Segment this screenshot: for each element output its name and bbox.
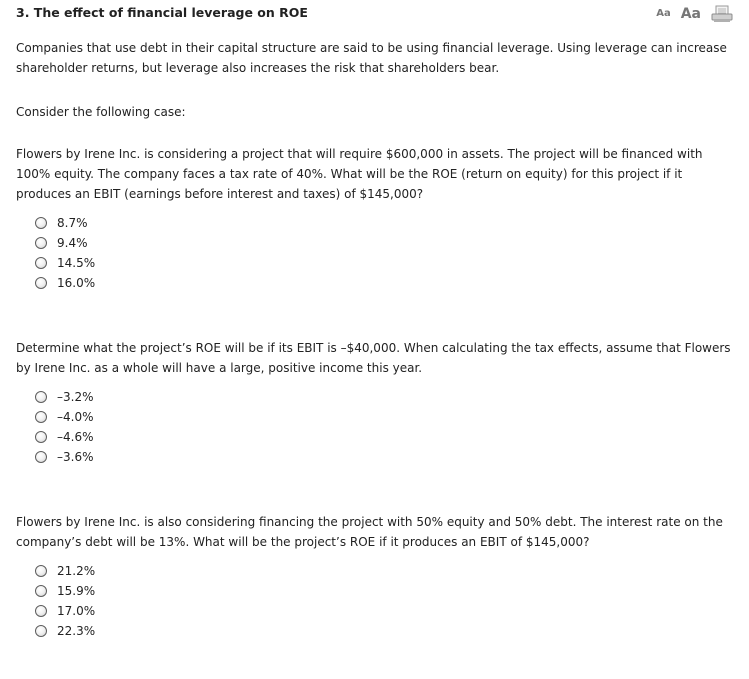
- question-2-option-4[interactable]: –3.6%: [35, 447, 94, 467]
- question-2-text: Determine what the project’s ROE will be if its EBIT is –$40,000. When calculating the tax effects, assume that Flowers by Irene Inc. as a whole will have a large, positive income this year.: [16, 341, 731, 375]
- consider-text: Consider the following case:: [16, 105, 186, 119]
- question-1-options: [35, 213, 95, 293]
- decrease-font-button[interactable]: Aa: [656, 8, 671, 19]
- radio-icon[interactable]: [35, 451, 47, 463]
- question-3-text: Flowers by Irene Inc. is also considering financing the project with 50% equity and 50% debt. The interest rate on the company’s debt will be 13%. What will be the project’s ROE if it produces an EBIT of $145,000?: [16, 515, 723, 549]
- radio-icon[interactable]: [35, 217, 47, 229]
- radio-icon[interactable]: [35, 391, 47, 403]
- question-header: [0, 0, 749, 26]
- question-1-option-1[interactable]: 8.7%: [35, 213, 95, 233]
- radio-icon[interactable]: [35, 237, 47, 249]
- question-1-option-2[interactable]: 9.4%: [35, 233, 95, 253]
- question-3-option-1[interactable]: 21.2%: [35, 561, 95, 581]
- question-3-option-3[interactable]: 17.0%: [35, 601, 95, 621]
- question-2-options: [35, 387, 94, 467]
- header-tools: [656, 3, 733, 23]
- question-2-option-2[interactable]: –4.0%: [35, 407, 94, 427]
- radio-icon[interactable]: [35, 565, 47, 577]
- question-1-option-3[interactable]: 14.5%: [35, 253, 95, 273]
- question-title: 3. The effect of financial leverage on ROE: [16, 5, 308, 20]
- question-3-option-4[interactable]: 22.3%: [35, 621, 95, 641]
- intro-paragraph: Companies that use debt in their capital structure are said to be using financial leverage. Using leverage can increase shareholder returns, but leverage also increases the risk that shareholders bear.: [16, 41, 727, 75]
- question-2-option-3[interactable]: –4.6%: [35, 427, 94, 447]
- print-icon[interactable]: [711, 5, 733, 23]
- radio-icon[interactable]: [35, 257, 47, 269]
- radio-icon[interactable]: [35, 625, 47, 637]
- question-1-option-4[interactable]: 16.0%: [35, 273, 95, 293]
- radio-icon[interactable]: [35, 411, 47, 423]
- question-3-option-2[interactable]: 15.9%: [35, 581, 95, 601]
- radio-icon[interactable]: [35, 585, 47, 597]
- increase-font-button[interactable]: Aa: [680, 6, 701, 22]
- radio-icon[interactable]: [35, 431, 47, 443]
- question-3-options: [35, 561, 95, 641]
- question-2-option-1[interactable]: –3.2%: [35, 387, 94, 407]
- question-1-text: Flowers by Irene Inc. is considering a project that will require $600,000 in assets. The project will be financed with 100% equity. The company faces a tax rate of 40%. What will be the ROE (return on equity) for this project if it produces an EBIT (earnings before interest and taxes) of $145,000?: [16, 147, 703, 201]
- radio-icon[interactable]: [35, 605, 47, 617]
- radio-icon[interactable]: [35, 277, 47, 289]
